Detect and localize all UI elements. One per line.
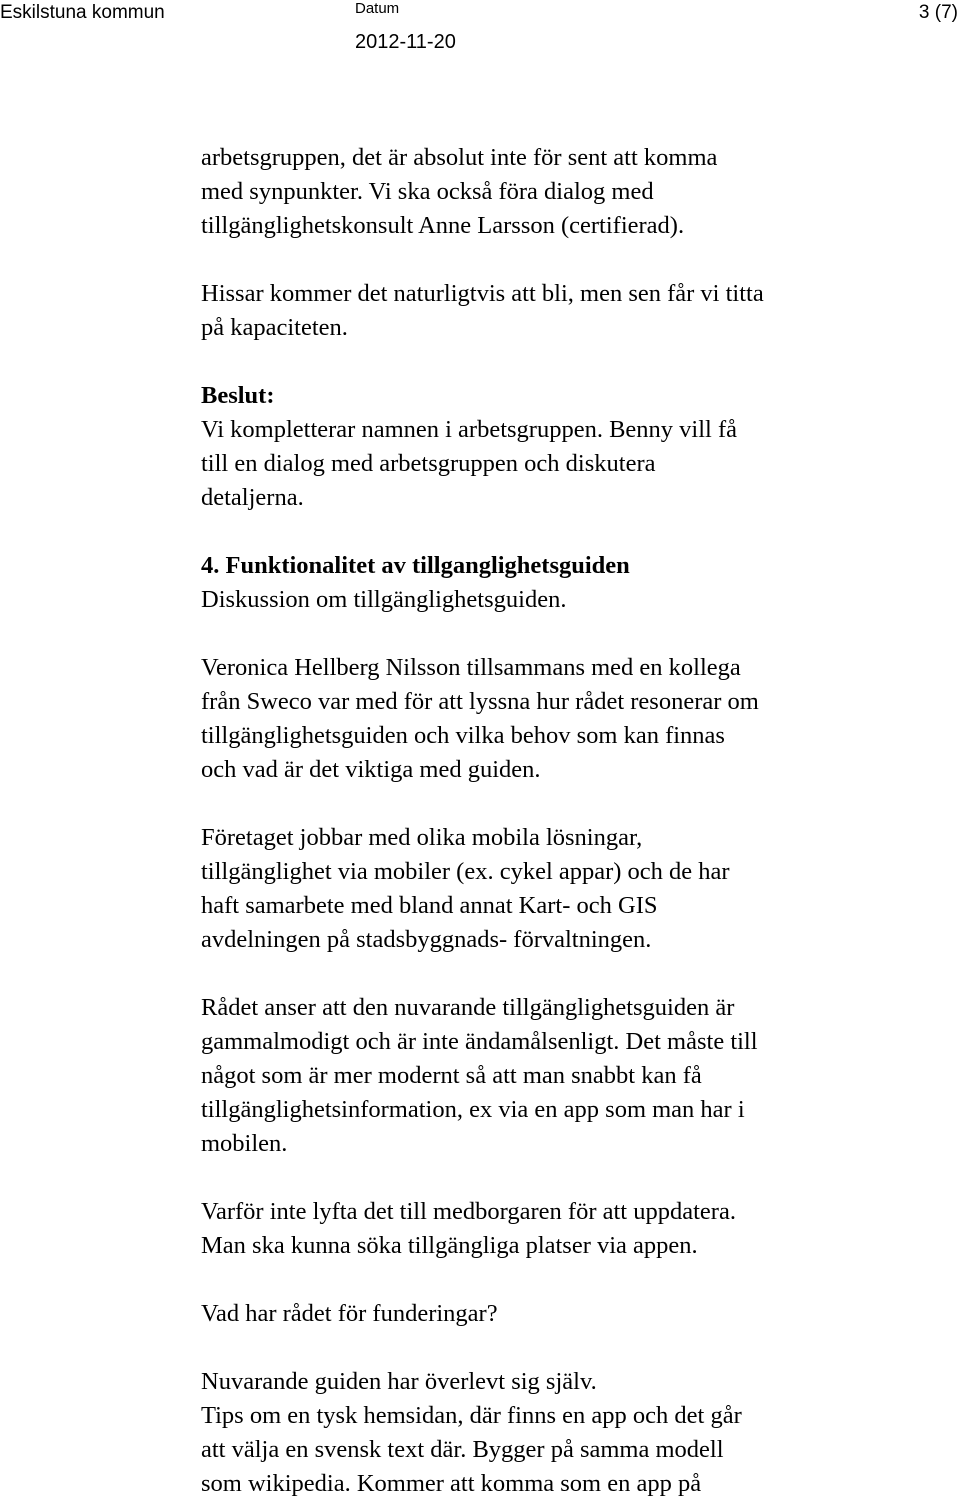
page-number: 3 (7)	[918, 2, 958, 23]
text-line: Varför inte lyfta det till medborgaren för att uppdatera.	[201, 1198, 736, 1225]
section-subtitle: Diskussion om tillgänglighetsguiden.	[201, 586, 567, 613]
text-line: på kapaciteten.	[201, 314, 348, 341]
text-line: Rådet anser att den nuvarande tillgänglighetsguiden är	[201, 994, 735, 1021]
text-line: mobilen.	[201, 1130, 288, 1157]
text-line: Vi kompletterar namnen i arbetsgruppen. Benny vill få	[201, 416, 738, 443]
date-label: Datum	[355, 0, 400, 17]
page-header	[0, 0, 960, 60]
text-line: något som är mer modernt så att man snabbt kan få	[201, 1062, 702, 1089]
text-line: Vad har rådet för funderingar?	[201, 1300, 498, 1327]
text-line: att välja en svensk text där. Bygger på samma modell	[201, 1436, 724, 1463]
text-line: avdelningen på stadsbyggnads- förvaltningen.	[201, 926, 652, 953]
paragraph-council-opinion	[201, 991, 941, 1161]
paragraph-citizens	[201, 1195, 941, 1263]
decision-heading: Beslut:	[201, 382, 275, 409]
date-value: 2012-11-20	[355, 31, 456, 53]
section-4-heading-block	[201, 549, 941, 617]
text-line: tillgänglighetsinformation, ex via en app som man har i	[201, 1096, 745, 1123]
paragraph-working-group	[201, 141, 941, 243]
text-line: arbetsgruppen, det är absolut inte för sent att komma	[201, 144, 718, 171]
text-line: tillgänglighetskonsult Anne Larsson (certifierad).	[201, 212, 685, 239]
paragraph-question	[201, 1297, 941, 1331]
text-line: med synpunkter. Vi ska också föra dialog med	[201, 178, 654, 205]
text-line: gammalmodigt och är inte ändamålsenligt. Det måste till	[201, 1028, 758, 1055]
organization-name: Eskilstuna kommun	[0, 2, 165, 23]
text-line: från Sweco var med för att lyssna hur rådet resonerar om	[201, 688, 759, 715]
text-line: Veronica Hellberg Nilsson tillsammans med en kollega	[201, 654, 741, 681]
section-heading: 4. Funktionalitet av tillganglighetsguiden	[201, 552, 630, 579]
text-line: haft samarbete med bland annat Kart- och GIS	[201, 892, 658, 919]
text-line: tillgänglighet via mobiler (ex. cykel appar) och de har	[201, 858, 730, 885]
text-line: Tips om en tysk hemsidan, där finns en app och det går	[201, 1402, 742, 1429]
paragraph-elevators	[201, 277, 941, 345]
document-body	[201, 141, 941, 1501]
text-line: Man ska kunna söka tillgängliga platser via appen.	[201, 1232, 698, 1259]
text-line: tillgänglighetsguiden och vilka behov som kan finnas	[201, 722, 725, 749]
text-line: Hissar kommer det naturligtvis att bli, men sen får vi titta	[201, 280, 764, 307]
paragraph-company-work	[201, 821, 941, 957]
text-line: Företaget jobbar med olika mobila lösningar,	[201, 824, 643, 851]
paragraph-current-guide	[201, 1365, 941, 1501]
text-line: och vad är det viktiga med guiden.	[201, 756, 541, 783]
decision-block	[201, 379, 941, 515]
paragraph-sweco-visit	[201, 651, 941, 787]
text-line: Nuvarande guiden har överlevt sig själv.	[201, 1368, 597, 1395]
text-line: till en dialog med arbetsgruppen och diskutera	[201, 450, 656, 477]
text-line: detaljerna.	[201, 484, 304, 511]
text-line: som wikipedia. Kommer att komma som en app på	[201, 1470, 702, 1497]
